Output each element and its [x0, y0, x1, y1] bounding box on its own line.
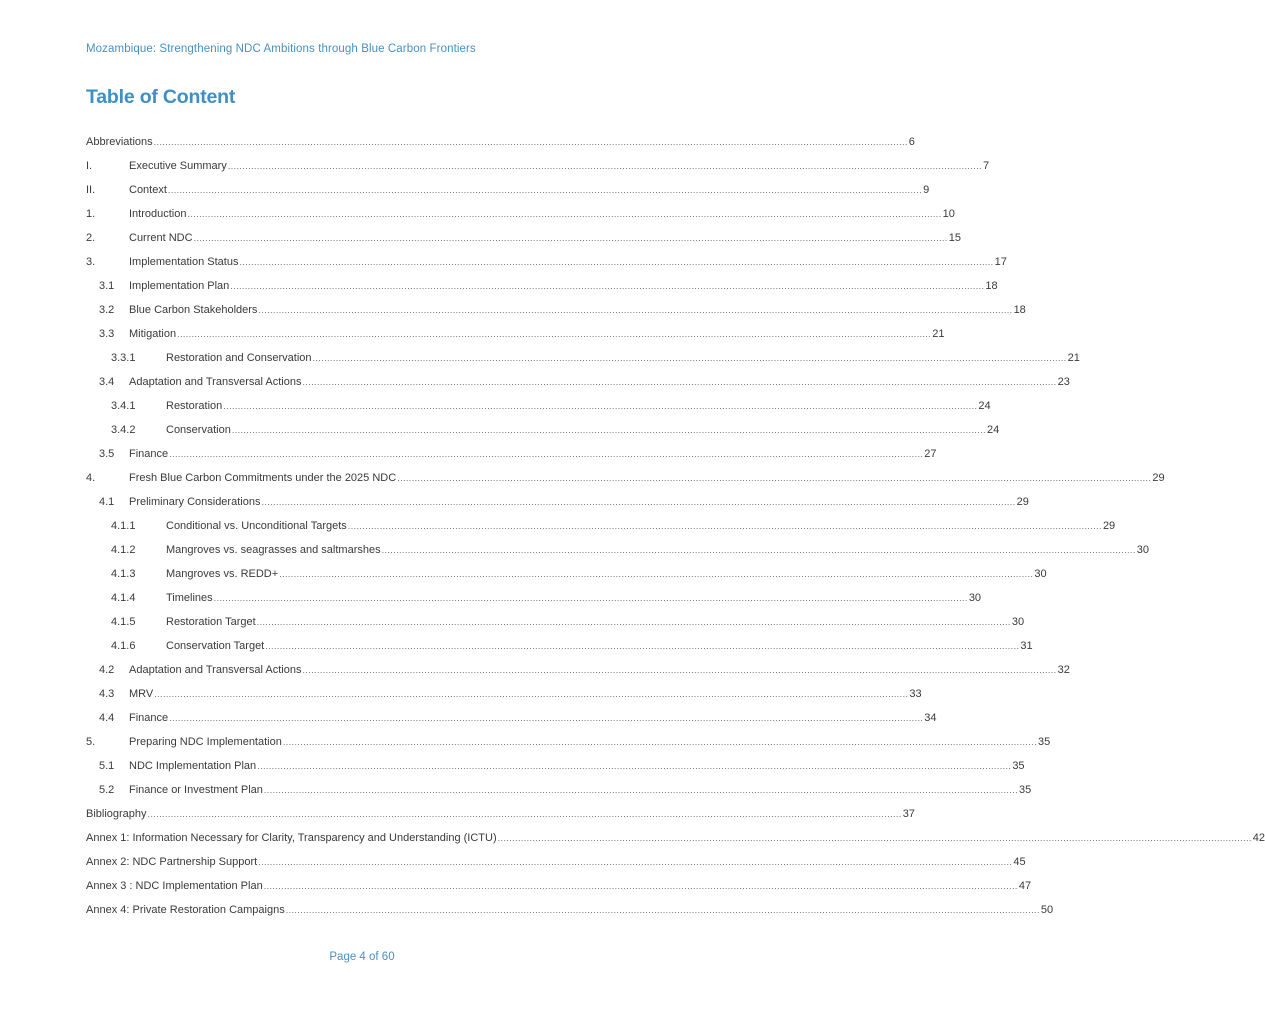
- toc-entry-page-number: 50: [1040, 904, 1054, 916]
- page-title: Table of Content: [86, 86, 236, 108]
- toc-entry-label[interactable]: Bibliography: [86, 808, 147, 820]
- toc-entry-label[interactable]: Implementation Plan: [129, 280, 230, 292]
- dot-leader: ....................................................................................................................................................................................................................................................................: [397, 473, 1152, 483]
- toc-entry-label[interactable]: Adaptation and Transversal Actions: [129, 376, 302, 388]
- toc-entry-label[interactable]: MRV: [129, 688, 154, 700]
- dot-leader: ....................................................................................................................................................................................................................................................................: [258, 857, 1013, 867]
- table-of-contents: [86, 131, 1265, 923]
- toc-entry-number: 3.5: [99, 448, 115, 460]
- toc-entry[interactable]: [86, 731, 1051, 755]
- dot-leader: ....................................................................................................................................................................................................................................................................: [285, 905, 1040, 915]
- dot-leader: ....................................................................................................................................................................................................................................................................: [193, 233, 948, 243]
- toc-entry-page-number: 15: [948, 232, 961, 244]
- toc-entry-number: 4.1.4: [111, 592, 136, 604]
- dot-leader: ....................................................................................................................................................................................................................................................................: [381, 545, 1136, 555]
- toc-entry[interactable]: [86, 779, 1032, 803]
- toc-entry-page-number: 47: [1018, 880, 1032, 892]
- toc-entry-number: 3.: [86, 256, 96, 268]
- dot-leader: ....................................................................................................................................................................................................................................................................: [231, 425, 986, 435]
- toc-entry-page-number: 45: [1013, 856, 1026, 868]
- toc-entry-page-number: 29: [1016, 496, 1029, 508]
- toc-entry[interactable]: [86, 419, 1000, 443]
- toc-entry-label[interactable]: Restoration Target: [166, 616, 256, 628]
- toc-entry-number: 1.: [86, 208, 96, 220]
- dot-leader: ....................................................................................................................................................................................................................................................................: [230, 281, 985, 291]
- toc-entry-number: 3.3.1: [111, 352, 136, 364]
- toc-entry[interactable]: [86, 515, 1116, 539]
- toc-entry-number: 5.: [86, 736, 96, 748]
- toc-entry-number: 4.1: [99, 496, 115, 508]
- toc-entry-label[interactable]: Timelines: [166, 592, 213, 604]
- toc-entry[interactable]: [86, 587, 982, 611]
- toc-entry-page-number: 32: [1057, 664, 1070, 676]
- toc-entry[interactable]: [86, 227, 961, 251]
- toc-entry[interactable]: [86, 443, 937, 467]
- dot-leader: ....................................................................................................................................................................................................................................................................: [213, 593, 968, 603]
- toc-entry-label[interactable]: Conservation: [166, 424, 231, 436]
- toc-entry[interactable]: [86, 635, 1033, 659]
- toc-entry-label[interactable]: Current NDC: [129, 232, 193, 244]
- dot-leader: ....................................................................................................................................................................................................................................................................: [261, 497, 1016, 507]
- dot-leader: ....................................................................................................................................................................................................................................................................: [169, 449, 924, 459]
- dot-leader: ....................................................................................................................................................................................................................................................................: [154, 689, 909, 699]
- toc-entry-page-number: 17: [994, 256, 1007, 268]
- toc-entry-number: 4.1.5: [111, 616, 136, 628]
- toc-entry-number: 3.4: [99, 376, 115, 388]
- toc-entry-number: 4.1.6: [111, 640, 136, 652]
- toc-entry[interactable]: [86, 155, 990, 179]
- toc-entry-label[interactable]: Restoration and Conservation: [166, 352, 312, 364]
- toc-entry-page-number: 24: [986, 424, 1000, 436]
- toc-entry[interactable]: [86, 131, 915, 155]
- toc-entry-page-number: 42: [1252, 832, 1265, 844]
- toc-entry-number: 4.2: [99, 664, 115, 676]
- dot-leader: ....................................................................................................................................................................................................................................................................: [147, 809, 902, 819]
- toc-entry[interactable]: [86, 851, 1026, 875]
- dot-leader: ....................................................................................................................................................................................................................................................................: [497, 833, 1252, 843]
- dot-leader: ....................................................................................................................................................................................................................................................................: [223, 401, 978, 411]
- toc-entry[interactable]: [86, 491, 1029, 515]
- toc-entry[interactable]: [86, 539, 1149, 563]
- toc-entry-page-number: 30: [1034, 568, 1047, 580]
- toc-entry-label[interactable]: NDC Implementation Plan: [129, 760, 257, 772]
- toc-entry-label[interactable]: Mangroves vs. REDD+: [166, 568, 279, 580]
- toc-entry-label[interactable]: Executive Summary: [129, 160, 227, 172]
- toc-entry-number: 3.2: [99, 304, 115, 316]
- toc-entry-number: 4.: [86, 472, 96, 484]
- dot-leader: ....................................................................................................................................................................................................................................................................: [302, 377, 1057, 387]
- toc-entry-number: 3.4.1: [111, 400, 136, 412]
- toc-entry[interactable]: [86, 563, 1047, 587]
- dot-leader: ....................................................................................................................................................................................................................................................................: [257, 761, 1012, 771]
- toc-entry[interactable]: [86, 179, 930, 203]
- toc-entry-page-number: 24: [978, 400, 991, 412]
- toc-entry-page-number: 10: [942, 208, 955, 220]
- toc-entry[interactable]: [86, 659, 1070, 683]
- toc-entry-page-number: 30: [1136, 544, 1149, 556]
- toc-entry[interactable]: [86, 707, 937, 731]
- toc-entry[interactable]: [86, 827, 1265, 851]
- toc-entry-page-number: 31: [1020, 640, 1033, 652]
- dot-leader: ....................................................................................................................................................................................................................................................................: [258, 305, 1013, 315]
- toc-entry-number: 4.1.3: [111, 568, 136, 580]
- toc-entry-page-number: 18: [1013, 304, 1026, 316]
- dot-leader: ....................................................................................................................................................................................................................................................................: [263, 881, 1018, 891]
- toc-entry[interactable]: [86, 611, 1025, 635]
- toc-entry[interactable]: [86, 251, 1007, 275]
- toc-entry[interactable]: [86, 275, 998, 299]
- toc-entry-number: 3.1: [99, 280, 115, 292]
- toc-entry-label[interactable]: Annex 2: NDC Partnership Support: [86, 856, 258, 868]
- toc-entry-number: 3.3: [99, 328, 115, 340]
- toc-entry-label[interactable]: Annex 1: Information Necessary for Clarity, Transparency and Understanding (ICTU): [86, 832, 497, 844]
- dot-leader: ....................................................................................................................................................................................................................................................................: [282, 737, 1037, 747]
- dot-leader: ....................................................................................................................................................................................................................................................................: [279, 569, 1034, 579]
- toc-entry[interactable]: [86, 371, 1070, 395]
- toc-entry[interactable]: [86, 323, 945, 347]
- toc-entry-page-number: 18: [985, 280, 998, 292]
- toc-entry-label[interactable]: Finance: [129, 448, 169, 460]
- toc-entry-page-number: 6: [908, 136, 915, 148]
- toc-entry-label[interactable]: Fresh Blue Carbon Commitments under the 2025 NDC: [129, 472, 397, 484]
- toc-entry-page-number: 21: [932, 328, 945, 340]
- toc-entry-number: 4.4: [99, 712, 115, 724]
- toc-entry[interactable]: [86, 203, 955, 227]
- toc-entry-label[interactable]: Finance or Investment Plan: [129, 784, 263, 796]
- toc-entry-page-number: 29: [1102, 520, 1116, 532]
- dot-leader: ....................................................................................................................................................................................................................................................................: [265, 641, 1020, 651]
- toc-entry-page-number: 33: [909, 688, 922, 700]
- toc-entry-label[interactable]: Adaptation and Transversal Actions: [129, 664, 302, 676]
- dot-leader: ....................................................................................................................................................................................................................................................................: [153, 137, 908, 147]
- toc-entry-page-number: 30: [1011, 616, 1025, 628]
- toc-entry-label[interactable]: Annex 3 : NDC Implementation Plan: [86, 880, 263, 892]
- toc-entry-page-number: 9: [923, 184, 930, 196]
- dot-leader: ....................................................................................................................................................................................................................................................................: [256, 617, 1011, 627]
- toc-entry-number: 4.1.2: [111, 544, 136, 556]
- toc-entry[interactable]: [86, 875, 1032, 899]
- toc-entry[interactable]: [86, 683, 922, 707]
- dot-leader: ....................................................................................................................................................................................................................................................................: [167, 185, 923, 195]
- toc-entry-label[interactable]: Conservation Target: [166, 640, 265, 652]
- toc-entry-label[interactable]: Mitigation: [129, 328, 177, 340]
- toc-entry-page-number: 29: [1152, 472, 1165, 484]
- toc-entry-page-number: 21: [1067, 352, 1080, 364]
- toc-entry-number: 4.1.1: [111, 520, 136, 532]
- dot-leader: ....................................................................................................................................................................................................................................................................: [177, 329, 932, 339]
- dot-leader: ....................................................................................................................................................................................................................................................................: [312, 353, 1067, 363]
- dot-leader: ....................................................................................................................................................................................................................................................................: [263, 785, 1019, 795]
- toc-entry[interactable]: [86, 899, 1054, 923]
- toc-entry-label[interactable]: Conditional vs. Unconditional Targets: [166, 520, 347, 532]
- toc-entry-label[interactable]: Mangroves vs. seagrasses and saltmarshes: [166, 544, 381, 556]
- toc-entry-page-number: 23: [1057, 376, 1070, 388]
- toc-entry-label[interactable]: Preliminary Considerations: [129, 496, 261, 508]
- toc-entry-label[interactable]: Implementation Status: [129, 256, 239, 268]
- dot-leader: ....................................................................................................................................................................................................................................................................: [347, 521, 1102, 531]
- toc-entry[interactable]: [86, 299, 1026, 323]
- toc-entry-number: 2.: [86, 232, 96, 244]
- toc-entry-label[interactable]: Restoration: [166, 400, 223, 412]
- page-number-footer: Page 4 of 60: [329, 951, 395, 963]
- toc-entry-page-number: 35: [1012, 760, 1025, 772]
- toc-entry-page-number: 7: [982, 160, 990, 172]
- toc-entry-page-number: 30: [968, 592, 982, 604]
- toc-entry-label[interactable]: Finance: [129, 712, 169, 724]
- toc-entry[interactable]: [86, 467, 1165, 491]
- toc-entry-page-number: 27: [924, 448, 937, 460]
- dot-leader: ....................................................................................................................................................................................................................................................................: [239, 257, 994, 267]
- toc-entry-label[interactable]: Abbreviations: [86, 136, 153, 148]
- toc-entry-number: I.: [86, 160, 93, 172]
- dot-leader: ....................................................................................................................................................................................................................................................................: [227, 161, 982, 171]
- toc-entry-number: 5.2: [99, 784, 115, 796]
- toc-entry-number: 3.4.2: [111, 424, 136, 436]
- toc-entry[interactable]: [86, 347, 1080, 371]
- toc-entry-label[interactable]: Annex 4: Private Restoration Campaigns: [86, 904, 285, 916]
- toc-entry-number: 5.1: [99, 760, 115, 772]
- toc-entry-page-number: 35: [1038, 736, 1051, 748]
- toc-entry-page-number: 34: [924, 712, 937, 724]
- running-header: Mozambique: Strengthening NDC Ambitions through Blue Carbon Frontiers: [86, 43, 476, 55]
- toc-entry-page-number: 37: [902, 808, 915, 820]
- toc-entry[interactable]: [86, 803, 915, 827]
- toc-entry-label[interactable]: Preparing NDC Implementation: [129, 736, 282, 748]
- toc-entry-number: II.: [86, 184, 96, 196]
- toc-entry-page-number: 35: [1019, 784, 1032, 796]
- dot-leader: ....................................................................................................................................................................................................................................................................: [302, 665, 1057, 675]
- dot-leader: ....................................................................................................................................................................................................................................................................: [187, 209, 942, 219]
- toc-entry-label[interactable]: Introduction: [129, 208, 187, 220]
- toc-entry[interactable]: [86, 395, 991, 419]
- toc-entry-label[interactable]: Blue Carbon Stakeholders: [129, 304, 258, 316]
- toc-entry-label[interactable]: Context: [129, 184, 167, 196]
- toc-entry[interactable]: [86, 755, 1025, 779]
- toc-entry-number: 4.3: [99, 688, 115, 700]
- dot-leader: ....................................................................................................................................................................................................................................................................: [169, 713, 924, 723]
